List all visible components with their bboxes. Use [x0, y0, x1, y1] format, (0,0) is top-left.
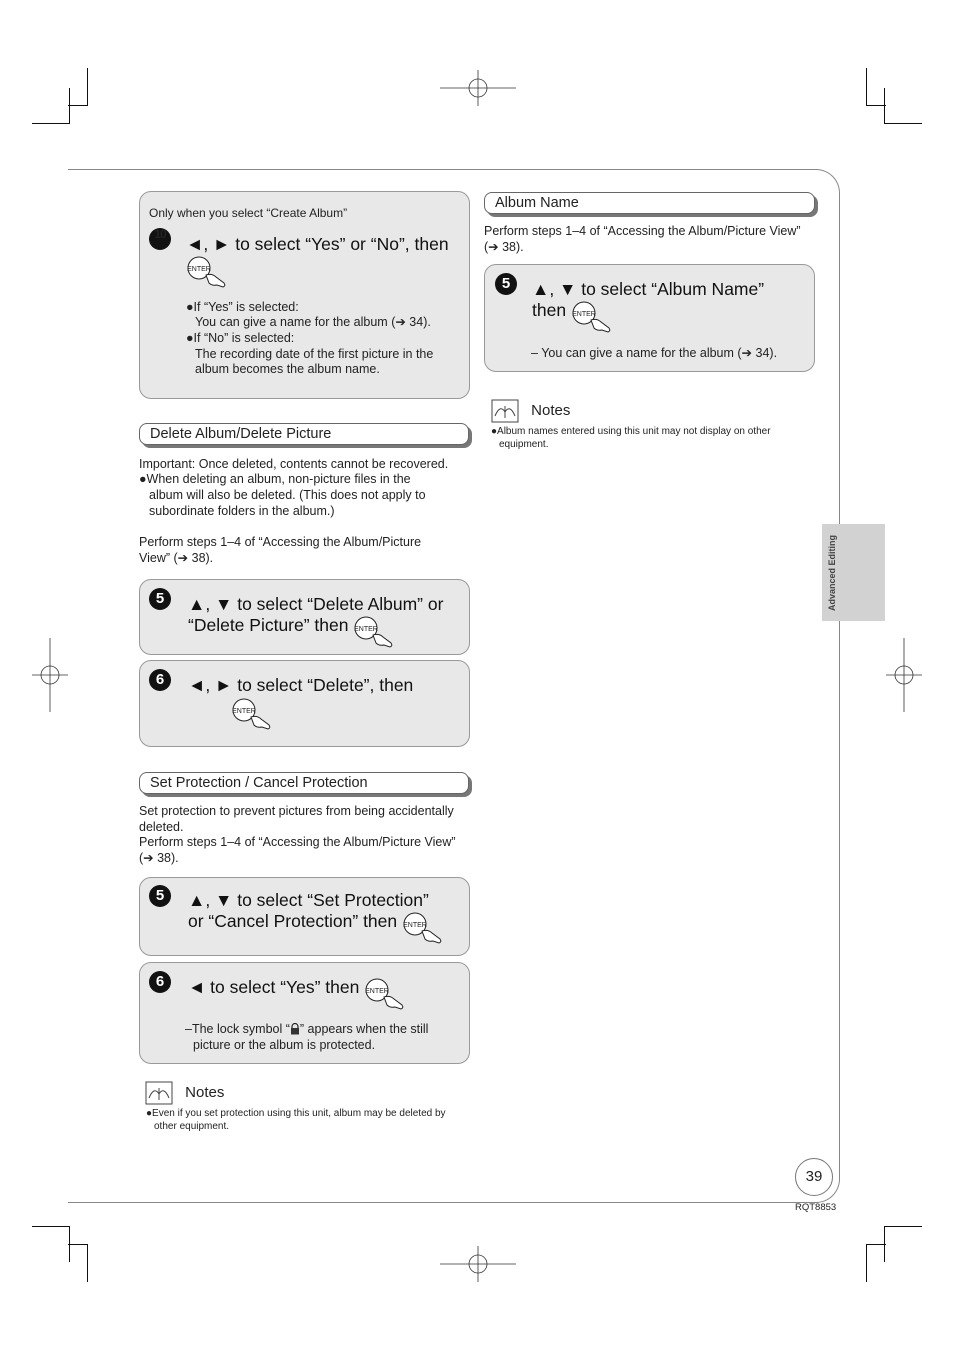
- album-name-step-5-text-2: then: [532, 300, 567, 320]
- page-frame-right: [816, 169, 840, 1203]
- album-name-step-5-note: – You can give a name for the album (➔ 34).: [531, 346, 778, 360]
- protect-note-part-a: –The lock symbol “: [185, 1022, 290, 1036]
- notes-icon: [491, 399, 519, 423]
- protect-step-5-line-1: ▲, ▼ to select “Set Protection”: [188, 890, 429, 910]
- delete-step-5-text-2: “Delete Picture” then: [188, 615, 349, 635]
- yes-selected-bullet: ●If “Yes” is selected:: [186, 300, 299, 314]
- page-number: 39: [795, 1158, 833, 1196]
- enter-button-icon: [353, 615, 393, 643]
- protect-step-5-text-2: or “Cancel Protection” then: [188, 911, 398, 931]
- delete-step-5-line-1: ▲, ▼ to select “Delete Album” or: [188, 594, 444, 614]
- no-selected-bullet: ●If “No” is selected:: [186, 331, 295, 345]
- step-number-5: 5: [495, 273, 517, 295]
- delete-step-6-line-1: ◄, ► to select “Delete”, then: [188, 675, 414, 695]
- album-name-header: Album Name: [484, 192, 815, 214]
- notes-right-line-2: equipment.: [499, 439, 549, 450]
- protect-step-6-text: ◄ to select “Yes” then: [188, 977, 360, 997]
- notes-right-heading: [491, 399, 570, 423]
- step-number-10: 10: [149, 228, 171, 250]
- step-number-6: 6: [149, 971, 171, 993]
- no-selected-detail-2: album becomes the album name.: [195, 362, 380, 376]
- protect-perform-1: Perform steps 1–4 of “Accessing the Album/Picture View”: [139, 835, 456, 849]
- delete-bullet-1: ●When deleting an album, non-picture files in the: [139, 472, 411, 486]
- svg-text:ENTER: ENTER: [572, 311, 596, 318]
- album-name-perform-1: Perform steps 1–4 of “Accessing the Album/Picture View”: [484, 224, 801, 238]
- step-10-text: ◄, ► to select “Yes” or “No”, then: [186, 234, 449, 254]
- delete-bullet-3: subordinate folders in the album.): [149, 504, 335, 518]
- enter-button-icon: [186, 255, 226, 283]
- album-name-step-5-line-1: ▲, ▼ to select “Album Name”: [532, 279, 765, 299]
- svg-text:ENTER: ENTER: [354, 626, 379, 633]
- protect-step-6-note-1: [185, 1022, 428, 1038]
- step-number-5: 5: [149, 588, 171, 610]
- protect-step-6-note-2: picture or the album is protected.: [193, 1038, 376, 1052]
- notes-icon: [145, 1081, 173, 1105]
- document-code: RQT8853: [795, 1202, 837, 1213]
- notes-right-title: Notes: [531, 401, 571, 419]
- notes-left-heading: [145, 1081, 224, 1105]
- enter-button-icon: [571, 300, 611, 328]
- protect-intro-2: deleted.: [139, 820, 184, 834]
- no-selected-detail-1: The recording date of the first picture in the: [195, 347, 434, 361]
- delete-step-5-line-2: [188, 615, 393, 643]
- notes-left-line-2: other equipment.: [154, 1121, 230, 1132]
- delete-section-header: Delete Album/Delete Picture: [139, 423, 469, 445]
- step-10-instruction: [186, 234, 449, 255]
- delete-bullet-2: album will also be deleted. (This does not apply to: [149, 488, 426, 502]
- yes-selected-detail: You can give a name for the album (➔ 34).: [195, 315, 431, 329]
- svg-text:ENTER: ENTER: [403, 922, 427, 929]
- protect-intro-1: Set protection to prevent pictures from being accidentally: [139, 804, 454, 818]
- protect-step-5-line-2: [188, 911, 442, 939]
- lock-icon: [290, 1023, 300, 1035]
- create-album-condition: Only when you select “Create Album”: [149, 206, 348, 220]
- delete-perform-2: View” (➔ 38).: [139, 551, 214, 565]
- svg-text:ENTER: ENTER: [232, 708, 257, 715]
- page-frame-bottom: [68, 1202, 818, 1203]
- svg-text:ENTER: ENTER: [187, 266, 211, 273]
- step-number-5: 5: [149, 885, 171, 907]
- page-frame-top: [68, 169, 818, 170]
- delete-perform-1: Perform steps 1–4 of “Accessing the Album/Picture: [139, 535, 422, 549]
- protect-note-part-b: ” appears when the still: [299, 1022, 429, 1036]
- protect-section-header: Set Protection / Cancel Protection: [139, 772, 469, 794]
- notes-left-title: Notes: [185, 1083, 225, 1101]
- enter-button-icon: [364, 977, 404, 1005]
- notes-left-line-1: ●Even if you set protection using this unit, album may be deleted by: [146, 1108, 446, 1119]
- svg-text:ENTER: ENTER: [365, 988, 390, 995]
- album-name-step-5-line-2: [532, 300, 611, 328]
- delete-important: Important: Once deleted, contents cannot be recovered.: [139, 457, 449, 471]
- step-number-6: 6: [149, 669, 171, 691]
- protect-perform-2: (➔ 38).: [139, 851, 179, 865]
- delete-step-6-box: [139, 660, 470, 747]
- enter-button-icon: [402, 911, 442, 939]
- album-name-perform-2: (➔ 38).: [484, 240, 524, 254]
- protect-step-6-line-1: [188, 977, 404, 1005]
- enter-button-icon: [231, 697, 271, 725]
- notes-right-line-1: ●Album names entered using this unit may not display on other: [491, 426, 771, 437]
- side-tab-label: Advanced Editing: [827, 534, 837, 612]
